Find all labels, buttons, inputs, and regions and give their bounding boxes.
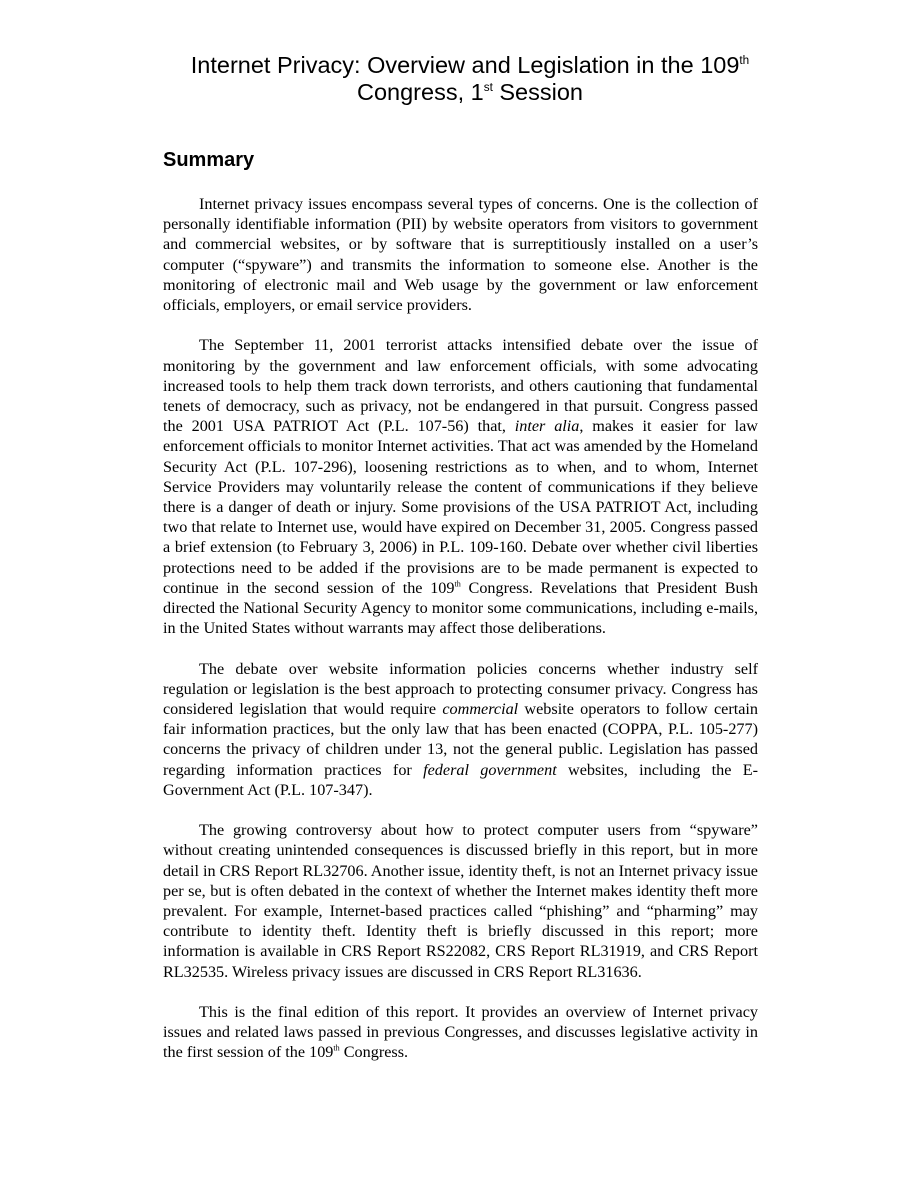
- summary-body: [163, 194, 758, 1083]
- summary-paragraph-4: [163, 820, 758, 982]
- title-line2-suffix: Session: [492, 79, 583, 105]
- paragraph-text: The growing controversy about how to protect computer users from “spyware” without creating unintended consequences is discussed briefly in this report, but in more detail in CRS Report RL32706. Another issue, identity theft, is not an Internet privacy issue per se, but is often debated in the context of whether the Internet makes identity theft more prevalent. For example, Internet-based practices called “phishing” and “pharming” may contribute to identity theft. Identity theft is briefly discussed in this report; more information is available in CRS Report RS22082, CRS Report RL31919, and CRS Report RL32535. Wireless privacy issues are discussed in CRS Report RL31636.: [163, 821, 758, 981]
- summary-paragraph-2: [163, 335, 758, 638]
- summary-paragraph-1: [163, 194, 758, 315]
- report-title: [120, 52, 820, 106]
- title-line2-prefix: Congress, 1: [357, 79, 484, 105]
- paragraph-text: Congress. Revelations that President Bush directed the National Security Agency to monitor some communications, including e-mails, in the United States without warrants may affect those deliberations.: [163, 578, 758, 638]
- italic-text: federal government: [423, 760, 557, 779]
- summary-paragraph-3: [163, 659, 758, 800]
- paragraph-text: This is the final edition of this report. It provides an overview of Internet privacy issues and related laws passed in previous Congresses, and discusses legislative activity in the first session of the 109: [163, 1003, 758, 1062]
- title-line1: Internet Privacy: Overview and Legislation in the 109: [190, 52, 740, 78]
- paragraph-text: The debate over website information policies concerns whether industry self regulation or legislation is the best approach to protecting consumer privacy. Congress has considered legislation that would require: [163, 659, 758, 719]
- ordinal-superscript: th: [454, 579, 461, 589]
- italic-text: commercial: [442, 700, 519, 719]
- summary-paragraph-5: [163, 1002, 758, 1063]
- paragraph-text: website operators to follow certain fair information practices, but the only law that has been enacted (COPPA, P.L. 105-277) concerns the privacy of children under 13, not the general public. Legislation has passed regarding information practices for: [163, 700, 758, 779]
- paragraph-text: websites, including the E-Government Act (P.L. 107-347).: [163, 760, 758, 799]
- paragraph-text: The September 11, 2001 terrorist attacks intensified debate over the issue of monitoring by the government and law enforcement officials, with some advocating increased tools to help them track down terrorists, and others cautioning that fundamental tenets of democracy, such as privacy, not be endangered in that pursuit. Congress passed the 2001 USA PATRIOT Act (P.L. 107-56) that,: [163, 336, 758, 436]
- paragraph-text: , makes it easier for law enforcement officials to monitor Internet activities. That act was amended by the Homeland Security Act (P.L. 107-296), loosening restrictions as to when, and to whom, Internet Service Providers may voluntarily release the content of communications if they believe there is a danger of death or injury. Some provisions of the USA PATRIOT Act, including two that relate to Internet use, would have expired on December 31, 2005. Congress passed a brief extension (to February 3, 2006) in P.L. 109-160. Debate over whether civil liberties protections need to be added if the provisions are to be made permanent is expected to continue in the second session of the 109: [163, 417, 758, 597]
- title-line2-superscript: st: [483, 81, 493, 95]
- italic-text: inter alia: [514, 417, 580, 436]
- title-line1-superscript: th: [739, 54, 750, 68]
- ordinal-superscript: th: [333, 1044, 340, 1054]
- summary-heading: Summary: [163, 149, 255, 171]
- paragraph-text: Internet privacy issues encompass several types of concerns. One is the collection of personally identifiable information (PII) by website operators from visitors to government and commercial websites, or by software that is surreptitiously installed on a user’s computer (“spyware”) and transmits the information to someone else. Another is the monitoring of electronic mail and Web usage by the government or law enforcement officials, employers, or email service providers.: [163, 195, 758, 315]
- paragraph-text: Congress.: [339, 1043, 409, 1062]
